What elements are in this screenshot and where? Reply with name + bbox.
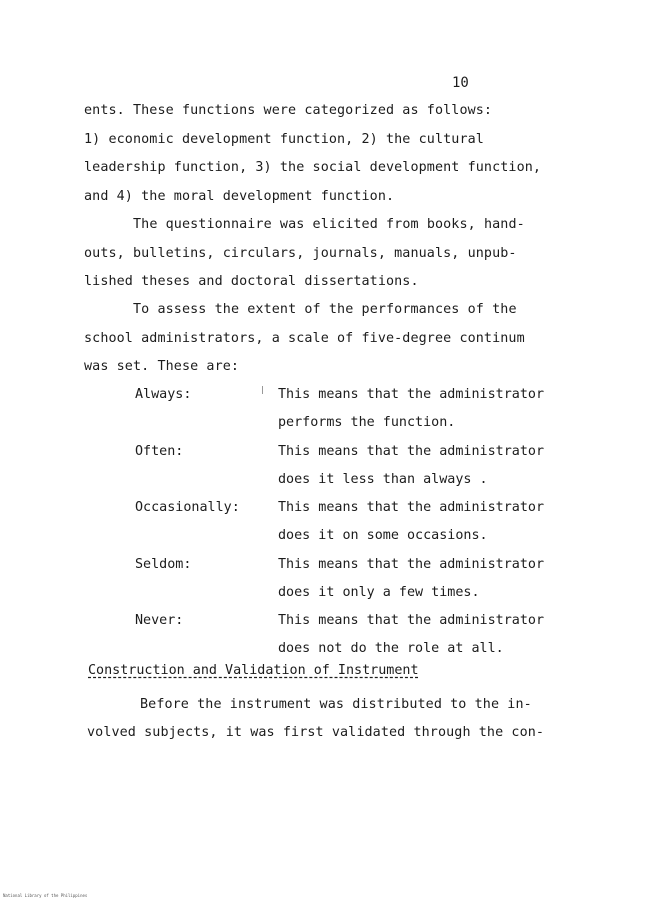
paragraph-line: To assess the extent of the performances of the (133, 302, 517, 317)
footer-credit: National Library of the Philippines (3, 893, 88, 898)
paragraph-line: lished theses and doctoral dissertations. (84, 274, 419, 289)
paragraph-line: was set. These are: (84, 359, 240, 374)
paragraph-line: Before the instrument was distributed to the in- (140, 697, 532, 712)
scale-definition: This means that the administrator (278, 557, 545, 572)
paragraph-line: volved subjects, it was first validated through the con- (87, 725, 545, 740)
scale-term-seldom: Seldom: (135, 557, 192, 572)
scale-definition: performs the function. (278, 415, 456, 430)
paragraph-line: leadership function, 3) the social development function, (84, 160, 542, 175)
scale-definition: does it less than always . (278, 472, 488, 487)
section-heading: Construction and Validation of Instrument (88, 663, 419, 678)
scale-definition: does it only a few times. (278, 585, 480, 600)
scale-term-never: Never: (135, 613, 184, 628)
paragraph-line: The questionnaire was elicited from books, hand- (133, 217, 525, 232)
page-number: 10 (452, 75, 469, 91)
scale-definition: does it on some occasions. (278, 528, 488, 543)
stray-mark (262, 386, 263, 394)
paragraph-line: school administrators, a scale of five-degree continum (84, 331, 525, 346)
paragraph-line: and 4) the moral development function. (84, 189, 395, 204)
scale-definition: This means that the administrator (278, 444, 545, 459)
scale-term-often: Often: (135, 444, 184, 459)
paragraph-line: ents. These functions were categorized as follows: (84, 103, 493, 118)
scale-term-always: Always: (135, 387, 192, 402)
scale-term-occasionally: Occasionally: (135, 500, 240, 515)
scale-definition: does not do the role at all. (278, 641, 504, 656)
scale-definition: This means that the administrator (278, 613, 545, 628)
scale-definition: This means that the administrator (278, 500, 545, 515)
paragraph-line: 1) economic development function, 2) the cultural (84, 132, 484, 147)
scale-definition: This means that the administrator (278, 387, 545, 402)
paragraph-line: outs, bulletins, circulars, journals, manuals, unpub- (84, 246, 517, 261)
